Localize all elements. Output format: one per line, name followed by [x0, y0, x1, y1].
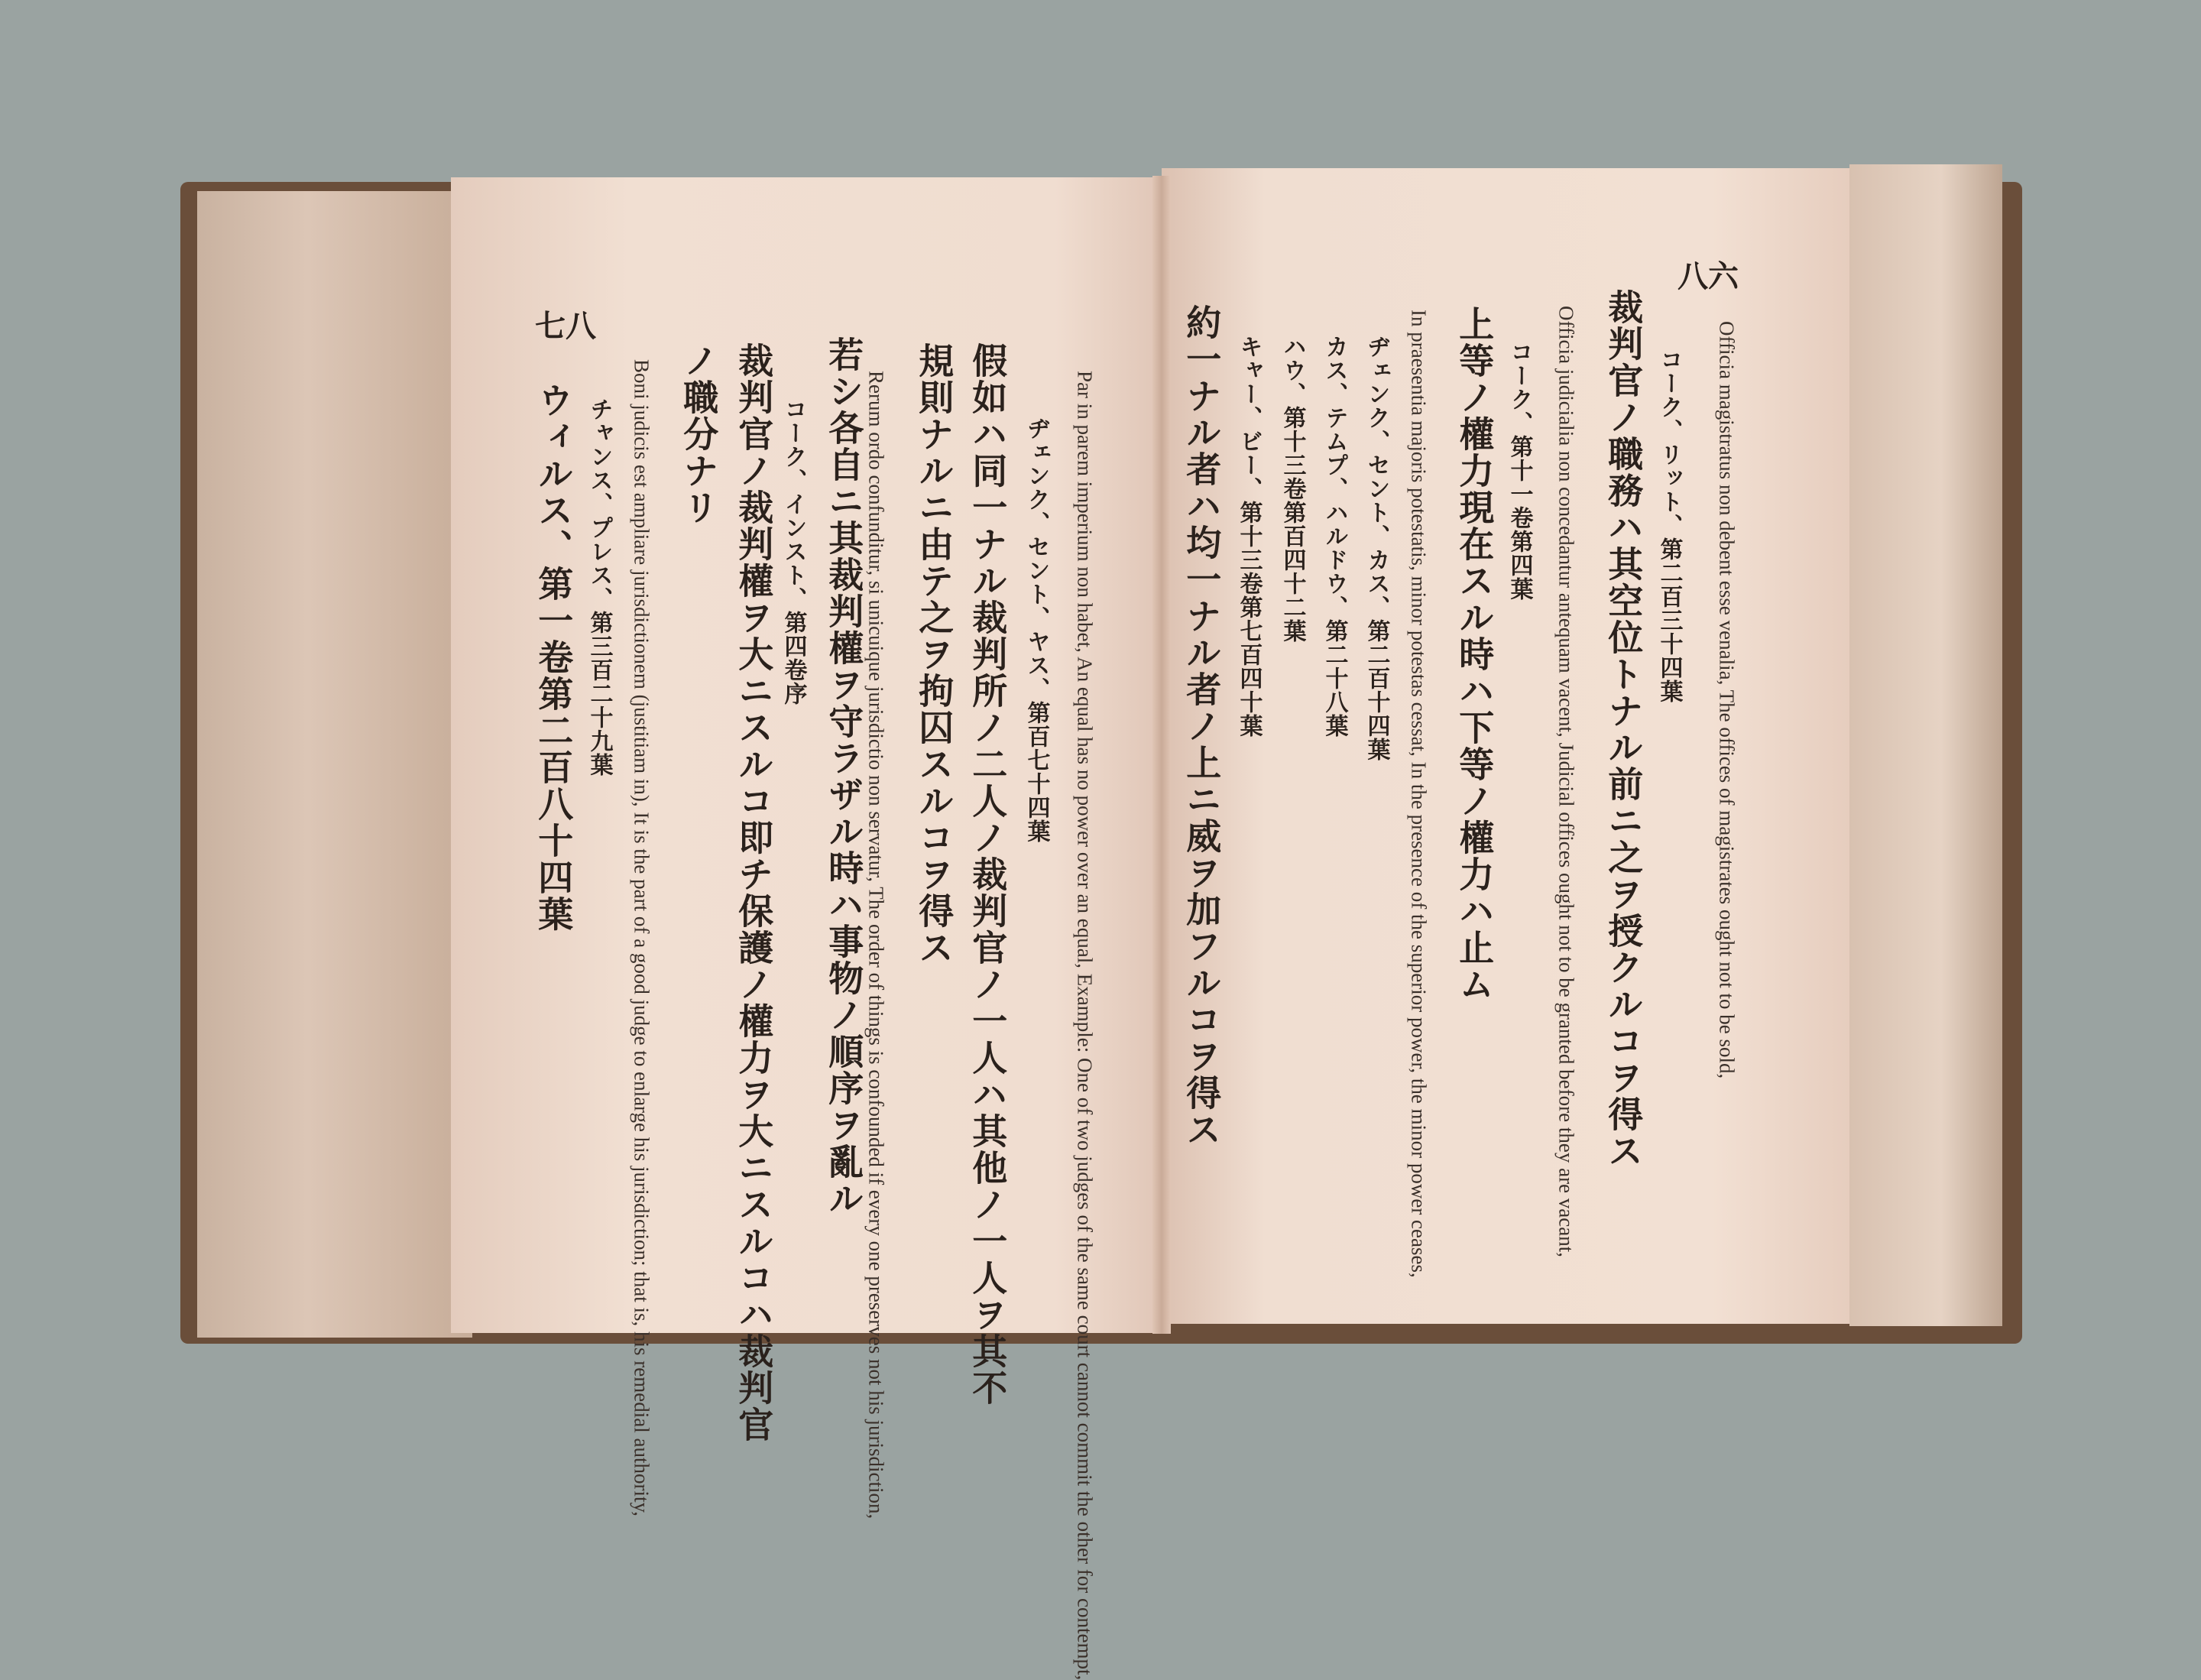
book-gutter — [1152, 176, 1171, 1334]
left-col-8-text: 裁判官ノ裁判權ヲ大ニスルコ即チ保護ノ權力ヲ大ニスルコハ裁判官 — [733, 342, 775, 1443]
right-col-12-text: 約一ナル者ハ均一ナル者ノ上ニ威ヲ加フルコヲ得ス — [1181, 304, 1223, 1148]
right-col-10-citation: ハウ、第十三卷第百四十二葉 — [1279, 335, 1306, 643]
right-col-1-latin: Officia magistratus non debent esse venalia, The offices of magistrates ought not to be sold, — [1715, 321, 1739, 1079]
left-col-5-latin: Rerum ordo confunditur, si unicuique jurisdictio non servatur, The order of things is confounded if every one preserves not his jurisdiction, — [864, 371, 888, 1519]
right-col-3-text: 裁判官ノ職務ハ其空位トナル前ニ之ヲ授クルコヲ得ス — [1603, 289, 1645, 1169]
left-col-2-citation: ヂェンク、セント、ヤス、第百七十四葉 — [1023, 417, 1050, 843]
right-col-9-citation: カス、テムプ、ハルドウ、第二十八葉 — [1321, 335, 1348, 738]
left-page-number: 七八 — [535, 308, 596, 344]
right-col-11-citation: キャー、ビー、第十三卷第七百四十葉 — [1235, 335, 1263, 738]
left-col-10-latin: Boni judicis est ampliare jurisdictionem (justitiam in), It is the part of a good judge to enlarge his jurisdiction; that is, his remedial authority, — [630, 359, 653, 1516]
left-col-7-citation: コーク、インスト、第四卷序 — [780, 397, 807, 705]
right-col-8-citation: ヂェンク、セント、カス、第二百十四葉 — [1363, 335, 1390, 761]
left-col-11-citation: チャンス、プレス、第三百二十九葉 — [585, 397, 613, 777]
right-col-4-latin: Officia judicialia non concedantur antequam vacent, Judicial offices ought not to be granted before they are vacant, — [1554, 306, 1578, 1258]
right-col-6-text: 上等ノ權力現在スル時ハ下等ノ權力ハ止ム — [1454, 306, 1496, 1003]
left-col-9-text: ノ職分ナリ — [678, 342, 720, 526]
left-col-1-latin: Par in parem imperium non habet, An equal has no power over an equal, Example: One of two judges of the same court cannot commit the other for contempt, — [1073, 371, 1097, 1680]
right-page-number: 八六 — [1677, 258, 1739, 294]
right-page-stack — [1849, 164, 2002, 1326]
left-col-6-text: 若シ各自ニ其裁判權ヲ守ラザル時ハ事物ノ順序ヲ亂ル — [823, 336, 865, 1217]
left-col-12-citation: ウィルス、第一卷第二百八十四葉 — [533, 382, 575, 932]
right-col-5-citation: コーク、第十一卷第四葉 — [1506, 340, 1533, 601]
left-col-4-text: 規則ナルニ由テ之ヲ拘囚スルコヲ得ス — [913, 342, 955, 966]
left-page-stack — [197, 191, 472, 1338]
right-col-2-citation: コーク、リット、第二百三十四葉 — [1655, 348, 1683, 703]
left-col-3-text: 假如ハ同一ナル裁判所ノ二人ノ裁判官ノ一人ハ其他ノ一人ヲ其不 — [967, 342, 1009, 1406]
right-page — [1162, 168, 1849, 1324]
right-col-7-latin: In praesentia majoris potestatis, minor potestas cessat, In the presence of the superior power, the minor power ceases, — [1407, 310, 1431, 1278]
